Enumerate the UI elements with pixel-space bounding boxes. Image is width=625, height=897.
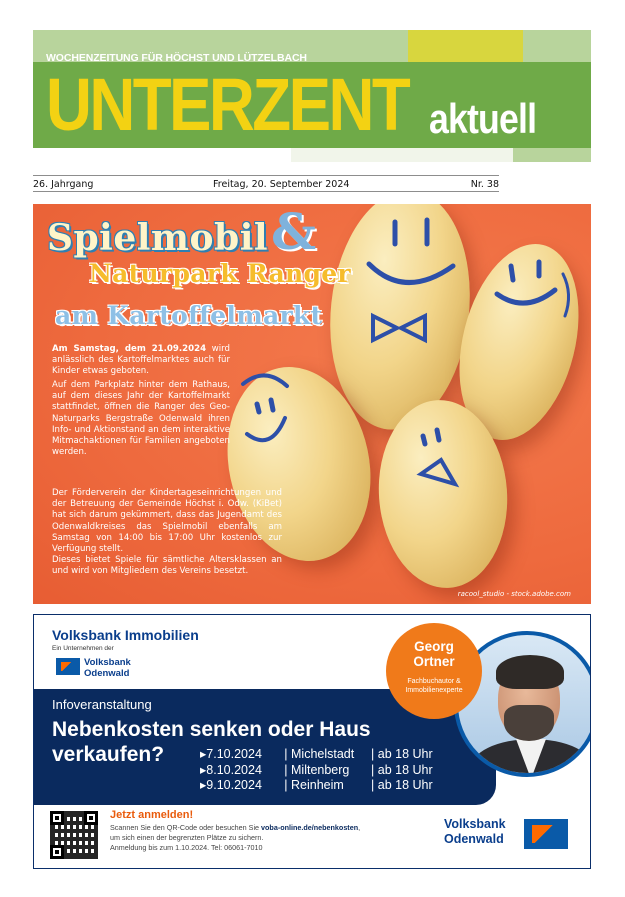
masthead-title-suffix: aktuell	[429, 95, 537, 142]
ad-brand-name: Volksbank Immobilien	[52, 627, 199, 643]
speaker-hair	[496, 655, 564, 689]
event-city: Reinheim	[291, 778, 344, 792]
event-date: 9.10.2024	[206, 778, 262, 792]
event-dates-list	[200, 747, 433, 794]
article-para3: Der Förderverein der Kindertageseinrichtungen und der Betreuung der Gemeinde Höchst i. Odw. (KiBet) hat sich darum gekümmert, dass das Jugendamt des Odenwaldkreises das Spielmobil ebenfalls am Samstag von 14:00 bis 17:00 Uhr kostenlos zur Verfügung stellt.	[52, 488, 282, 555]
cta-line1-pre: Scannen Sie den QR-Code oder besuchen Sie	[110, 823, 262, 832]
registration-link[interactable]: voba-online.de/nebenkosten	[261, 823, 359, 832]
headline-ampersand: &	[271, 204, 317, 261]
volksbank-logo-icon	[524, 819, 568, 849]
cta-line3: Anmeldung bis zum 1.10.2024. Tel: 06061-7010	[110, 843, 263, 852]
headline-naturpark-ranger: Naturpark Ranger	[89, 259, 351, 288]
ad-cta-details	[110, 823, 410, 853]
event-date-row: ▸9.10.2024 | Reinheim | ab 18 Uhr	[200, 778, 433, 792]
speaker-first-name: Georg	[414, 639, 454, 654]
ad-headline: Nebenkosten senken oder Haus verkaufen?	[52, 718, 371, 766]
volksbank-logo-icon	[56, 658, 80, 675]
event-time: ab 18 Uhr	[377, 778, 433, 792]
ad-footer	[34, 805, 591, 869]
article-paragraph	[52, 488, 282, 578]
event-time: ab 18 Uhr	[377, 747, 433, 761]
advertisement[interactable]	[33, 614, 591, 869]
cta-line1-post: ,	[358, 823, 361, 832]
issue-number: Nr. 38	[470, 179, 499, 190]
bank-name-line1: Volksbank	[84, 657, 131, 668]
qr-finder-icon	[50, 811, 64, 825]
qr-finder-icon	[84, 811, 98, 825]
masthead-subtitle: WOCHENZEITUNG FÜR HÖCHST UND LÜTZELBACH	[46, 52, 307, 64]
qr-finder-icon	[50, 845, 64, 859]
event-city: Miltenberg	[291, 762, 350, 777]
speaker-name	[386, 639, 482, 669]
cta-line2: um sich einen der begrenzten Plätze zu sichern.	[110, 833, 264, 842]
ad-brand-subtitle: Ein Unternehmen der	[52, 645, 114, 652]
event-date-row: ▸7.10.2024 | Michelstadt | ab 18 Uhr	[200, 747, 433, 761]
masthead-pale-strip	[291, 148, 513, 162]
masthead	[33, 30, 591, 162]
bank-name-line2: Odenwald	[444, 832, 504, 846]
event-date-row: ▸8.10.2024 | Miltenberg | ab 18 Uhr	[200, 762, 433, 777]
article-paragraph: Auf dem Parkplatz hinter dem Rathaus, auf dem dieses Jahr der Kartoffelmarkt stattfindet, öffnen die Ranger des Geo-Naturparks Bergstraße Odenwald ihren Info- und Aktionstand an dem interaktive Mitmachaktionen für Familien angeboten werden.	[52, 380, 230, 458]
article-paragraph	[52, 344, 230, 378]
bank-name-small	[84, 657, 131, 679]
bank-name-line2: Odenwald	[84, 668, 130, 679]
article-lead: Am Samstag, dem 21.09.2024	[52, 344, 207, 354]
masthead-title: UNTERZENT	[46, 63, 409, 146]
event-date: 7.10.2024	[206, 747, 262, 761]
speaker-beard	[504, 705, 554, 741]
headline-spielmobil: Spielmobil	[47, 217, 269, 259]
ad-kicker: Infoveranstaltung	[52, 697, 152, 712]
article-para4: Dieses bietet Spiele für sämtliche Altersklassen an und wird von Mitgliedern des Vereins besetzt.	[52, 555, 282, 577]
masthead-band-right	[523, 30, 591, 62]
feature-article	[33, 204, 591, 604]
event-date: 8.10.2024	[206, 762, 262, 777]
event-city: Michelstadt	[291, 747, 355, 761]
photo-credit: racool_studio - stock.adobe.com	[457, 590, 571, 598]
bank-name-line1: Volksbank	[444, 817, 506, 831]
article-lead-rest: wird anlässlich des Kartoffelmarktes auch für Kinder etwas geboten.	[52, 344, 230, 377]
issue-date: Freitag, 20. September 2024	[213, 179, 350, 190]
issue-info-line	[33, 175, 499, 192]
ad-call-to-action: Jetzt anmelden!	[110, 809, 194, 821]
speaker-badge	[386, 623, 482, 719]
headline-kartoffelmarkt: am Kartoffelmarkt	[55, 301, 323, 330]
event-time: ab 18 Uhr	[377, 762, 433, 777]
speaker-role: Fachbuchautor & Immobilienexperte	[405, 678, 463, 694]
bank-name-large	[444, 817, 506, 847]
masthead-band-bottom	[513, 148, 591, 162]
speaker-last-name: Ortner	[413, 654, 455, 669]
volume-label: 26. Jahrgang	[33, 179, 94, 190]
